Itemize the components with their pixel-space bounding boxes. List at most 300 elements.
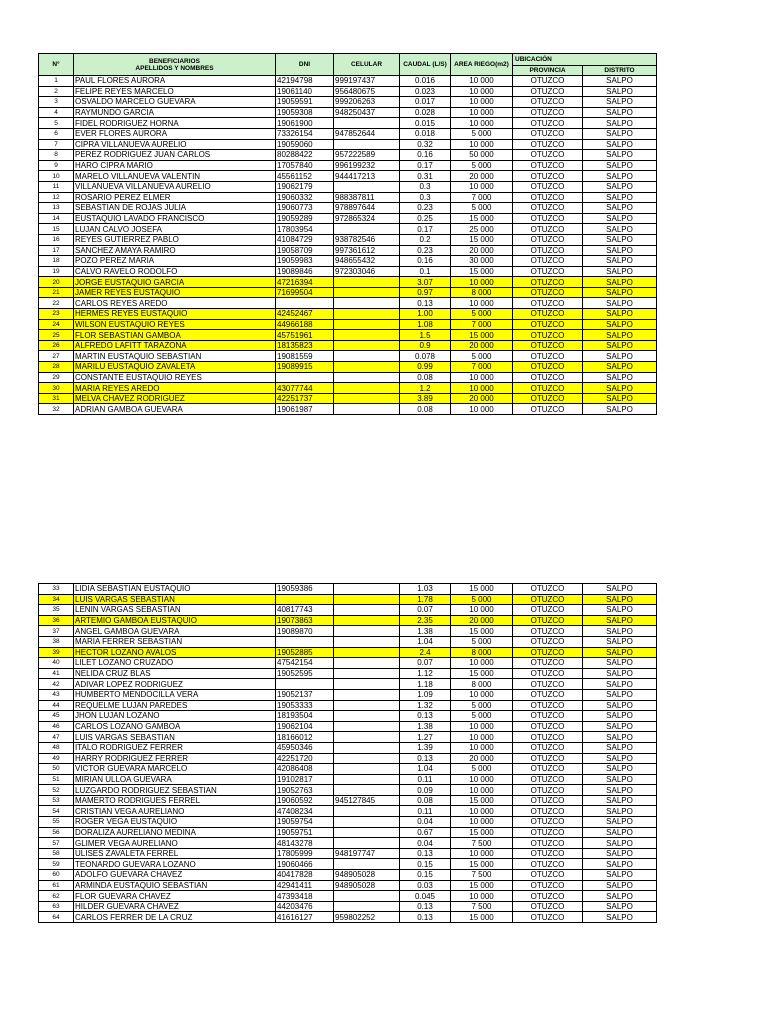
provincia-cell: OTUZCO bbox=[513, 870, 583, 881]
celular-cell bbox=[334, 139, 400, 150]
table-row bbox=[39, 626, 657, 637]
table-row bbox=[39, 647, 657, 658]
beneficiary-name: ROGER VEGA EUSTAQUIO bbox=[74, 817, 276, 828]
distrito-cell: SALPO bbox=[583, 383, 657, 394]
caudal-cell: 0.3 bbox=[400, 181, 451, 192]
beneficiary-name: HECTOR LOZANO AVALOS bbox=[74, 647, 276, 658]
row-number: 61 bbox=[39, 880, 74, 891]
caudal-cell: 0.07 bbox=[400, 605, 451, 616]
provincia-cell: OTUZCO bbox=[513, 171, 583, 182]
celular-cell: 972865324 bbox=[334, 213, 400, 224]
provincia-cell: OTUZCO bbox=[513, 753, 583, 764]
caudal-cell: 1.78 bbox=[400, 594, 451, 605]
row-number: 49 bbox=[39, 753, 74, 764]
distrito-cell: SALPO bbox=[583, 615, 657, 626]
distrito-cell: SALPO bbox=[583, 584, 657, 595]
celular-cell: 947852644 bbox=[334, 128, 400, 139]
celular-cell bbox=[334, 372, 400, 383]
area-riego-cell: 10 000 bbox=[451, 806, 513, 817]
caudal-cell: 0.16 bbox=[400, 256, 451, 267]
distrito-cell: SALPO bbox=[583, 76, 657, 87]
dni-cell: 19060773 bbox=[276, 203, 334, 214]
caudal-cell: 0.31 bbox=[400, 171, 451, 182]
caudal-cell: 1.18 bbox=[400, 679, 451, 690]
table-row bbox=[39, 118, 657, 129]
beneficiary-name: PEREZ RODRIGUEZ JUAN CARLOS bbox=[74, 150, 276, 161]
table-row bbox=[39, 615, 657, 626]
table-row bbox=[39, 404, 657, 415]
distrito-cell: SALPO bbox=[583, 732, 657, 743]
dni-cell bbox=[276, 298, 334, 309]
table-body-bottom bbox=[39, 584, 657, 923]
row-number: 18 bbox=[39, 256, 74, 267]
row-number: 30 bbox=[39, 383, 74, 394]
dni-cell: 19059060 bbox=[276, 139, 334, 150]
dni-cell: 18193504 bbox=[276, 711, 334, 722]
table-row bbox=[39, 309, 657, 320]
dni-cell: 19059983 bbox=[276, 256, 334, 267]
area-riego-cell: 7 000 bbox=[451, 319, 513, 330]
provincia-cell: OTUZCO bbox=[513, 711, 583, 722]
distrito-cell: SALPO bbox=[583, 647, 657, 658]
celular-cell bbox=[334, 742, 400, 753]
celular-cell: 948905028 bbox=[334, 870, 400, 881]
dni-cell: 19061987 bbox=[276, 404, 334, 415]
row-number: 34 bbox=[39, 594, 74, 605]
area-riego-cell: 10 000 bbox=[451, 605, 513, 616]
distrito-cell: SALPO bbox=[583, 330, 657, 341]
dni-cell: 19089870 bbox=[276, 626, 334, 637]
provincia-cell: OTUZCO bbox=[513, 859, 583, 870]
row-number: 38 bbox=[39, 636, 74, 647]
dni-cell: 19061900 bbox=[276, 118, 334, 129]
distrito-cell: SALPO bbox=[583, 817, 657, 828]
dni-cell: 19102817 bbox=[276, 774, 334, 785]
table-row bbox=[39, 362, 657, 373]
beneficiary-name: CALVO RAVELO RODOLFO bbox=[74, 266, 276, 277]
provincia-cell: OTUZCO bbox=[513, 795, 583, 806]
caudal-cell: 0.13 bbox=[400, 901, 451, 912]
celular-cell bbox=[334, 817, 400, 828]
beneficiary-name: SANCHEZ AMAYA RAMIRO bbox=[74, 245, 276, 256]
beneficiary-name: JORGE EUSTAQUIO GARCIA bbox=[74, 277, 276, 288]
beneficiary-name: CARLOS LOZANO GAMBOA bbox=[74, 721, 276, 732]
distrito-cell: SALPO bbox=[583, 679, 657, 690]
area-riego-cell: 5 000 bbox=[451, 203, 513, 214]
beneficiary-name: FELIPE REYES MARCELO bbox=[74, 86, 276, 97]
celular-cell: 938782546 bbox=[334, 234, 400, 245]
distrito-cell: SALPO bbox=[583, 181, 657, 192]
header-celular: CELULAR bbox=[334, 54, 400, 76]
distrito-cell: SALPO bbox=[583, 689, 657, 700]
beneficiary-name: ADRIAN GAMBOA GUEVARA bbox=[74, 404, 276, 415]
beneficiary-name: CRISTIAN VEGA AURELIANO bbox=[74, 806, 276, 817]
provincia-cell: OTUZCO bbox=[513, 224, 583, 235]
beneficiary-name: RAYMUNDO GARCIA bbox=[74, 107, 276, 118]
celular-cell bbox=[334, 181, 400, 192]
provincia-cell: OTUZCO bbox=[513, 404, 583, 415]
table-row bbox=[39, 213, 657, 224]
area-riego-cell: 20 000 bbox=[451, 393, 513, 404]
dni-cell: 19081559 bbox=[276, 351, 334, 362]
provincia-cell: OTUZCO bbox=[513, 848, 583, 859]
provincia-cell: OTUZCO bbox=[513, 298, 583, 309]
provincia-cell: OTUZCO bbox=[513, 689, 583, 700]
caudal-cell: 0.018 bbox=[400, 128, 451, 139]
row-number: 13 bbox=[39, 203, 74, 214]
provincia-cell: OTUZCO bbox=[513, 181, 583, 192]
area-riego-cell: 10 000 bbox=[451, 86, 513, 97]
header-dni: DNI bbox=[276, 54, 334, 76]
celular-cell: 996199232 bbox=[334, 160, 400, 171]
area-riego-cell: 10 000 bbox=[451, 76, 513, 87]
provincia-cell: OTUZCO bbox=[513, 383, 583, 394]
distrito-cell: SALPO bbox=[583, 658, 657, 669]
beneficiary-name: NELIDA CRUZ BLAS bbox=[74, 668, 276, 679]
provincia-cell: OTUZCO bbox=[513, 901, 583, 912]
dni-cell: 19058709 bbox=[276, 245, 334, 256]
beneficiary-name: MELVA CHAVEZ RODRIGUEZ bbox=[74, 393, 276, 404]
caudal-cell: 1.09 bbox=[400, 689, 451, 700]
beneficiaries-table-top bbox=[38, 53, 657, 415]
caudal-cell: 0.13 bbox=[400, 711, 451, 722]
beneficiary-name: VICTOR GUEVARA MARCELO bbox=[74, 764, 276, 775]
caudal-cell: 0.17 bbox=[400, 224, 451, 235]
dni-cell: 17057840 bbox=[276, 160, 334, 171]
celular-cell bbox=[334, 594, 400, 605]
caudal-cell: 0.08 bbox=[400, 404, 451, 415]
beneficiary-name: MARIA REYES AREDO bbox=[74, 383, 276, 394]
celular-cell bbox=[334, 287, 400, 298]
celular-cell: 997361612 bbox=[334, 245, 400, 256]
provincia-cell: OTUZCO bbox=[513, 118, 583, 129]
caudal-cell: 0.13 bbox=[400, 753, 451, 764]
celular-cell: 978897644 bbox=[334, 203, 400, 214]
area-riego-cell: 10 000 bbox=[451, 97, 513, 108]
celular-cell bbox=[334, 319, 400, 330]
area-riego-cell: 8 000 bbox=[451, 679, 513, 690]
row-number: 10 bbox=[39, 171, 74, 182]
provincia-cell: OTUZCO bbox=[513, 76, 583, 87]
celular-cell bbox=[334, 721, 400, 732]
celular-cell: 972303046 bbox=[334, 266, 400, 277]
dni-cell: 42452467 bbox=[276, 309, 334, 320]
provincia-cell: OTUZCO bbox=[513, 880, 583, 891]
provincia-cell: OTUZCO bbox=[513, 615, 583, 626]
area-riego-cell: 10 000 bbox=[451, 732, 513, 743]
row-number: 25 bbox=[39, 330, 74, 341]
beneficiary-name: ALFREDO LAFITT TARAZONA bbox=[74, 340, 276, 351]
beneficiary-name: LIDIA SEBASTIAN EUSTAQUIO bbox=[74, 584, 276, 595]
row-number: 54 bbox=[39, 806, 74, 817]
celular-cell bbox=[334, 626, 400, 637]
header-beneficiarios-label: BENEFICIARIOS bbox=[149, 57, 200, 65]
dni-cell: 19089915 bbox=[276, 362, 334, 373]
area-riego-cell: 10 000 bbox=[451, 817, 513, 828]
beneficiary-name: ROSARIO PEREZ ELMER bbox=[74, 192, 276, 203]
distrito-cell: SALPO bbox=[583, 128, 657, 139]
row-number: 16 bbox=[39, 234, 74, 245]
area-riego-cell: 8 000 bbox=[451, 647, 513, 658]
area-riego-cell: 15 000 bbox=[451, 266, 513, 277]
table-row bbox=[39, 764, 657, 775]
celular-cell bbox=[334, 753, 400, 764]
distrito-cell: SALPO bbox=[583, 224, 657, 235]
table-row bbox=[39, 774, 657, 785]
table-row bbox=[39, 277, 657, 288]
distrito-cell: SALPO bbox=[583, 139, 657, 150]
dni-cell: 19052595 bbox=[276, 668, 334, 679]
table-row bbox=[39, 76, 657, 87]
beneficiary-name: HARRY RODRIGUEZ FERRER bbox=[74, 753, 276, 764]
row-number: 35 bbox=[39, 605, 74, 616]
row-number: 1 bbox=[39, 76, 74, 87]
celular-cell bbox=[334, 277, 400, 288]
dni-cell: 17805999 bbox=[276, 848, 334, 859]
beneficiary-name: CONSTANTE EUSTAQUIO REYES bbox=[74, 372, 276, 383]
area-riego-cell: 10 000 bbox=[451, 404, 513, 415]
row-number: 47 bbox=[39, 732, 74, 743]
table-row bbox=[39, 711, 657, 722]
header-caudal: CAUDAL (L/S) bbox=[400, 54, 451, 76]
provincia-cell: OTUZCO bbox=[513, 785, 583, 796]
distrito-cell: SALPO bbox=[583, 774, 657, 785]
provincia-cell: OTUZCO bbox=[513, 256, 583, 267]
beneficiary-name: POZO PEREZ MARIA bbox=[74, 256, 276, 267]
dni-cell: 45561152 bbox=[276, 171, 334, 182]
row-number: 56 bbox=[39, 827, 74, 838]
table-row bbox=[39, 859, 657, 870]
distrito-cell: SALPO bbox=[583, 764, 657, 775]
celular-cell bbox=[334, 679, 400, 690]
celular-cell bbox=[334, 224, 400, 235]
area-riego-cell: 7 000 bbox=[451, 362, 513, 373]
table-row bbox=[39, 150, 657, 161]
header-ubicacion: UBICACIÓN bbox=[513, 54, 657, 66]
celular-cell bbox=[334, 806, 400, 817]
beneficiary-name: JHON LUJAN LOZANO bbox=[74, 711, 276, 722]
distrito-cell: SALPO bbox=[583, 107, 657, 118]
dni-cell: 19089846 bbox=[276, 266, 334, 277]
caudal-cell: 0.3 bbox=[400, 192, 451, 203]
header-beneficiarios bbox=[74, 54, 276, 76]
beneficiary-name: EUSTAQUIO LAVADO FRANCISCO bbox=[74, 213, 276, 224]
caudal-cell: 0.07 bbox=[400, 658, 451, 669]
celular-cell bbox=[334, 827, 400, 838]
row-number: 58 bbox=[39, 848, 74, 859]
table-row bbox=[39, 827, 657, 838]
caudal-cell: 3.89 bbox=[400, 393, 451, 404]
table-row bbox=[39, 171, 657, 182]
provincia-cell: OTUZCO bbox=[513, 150, 583, 161]
row-number: 8 bbox=[39, 150, 74, 161]
provincia-cell: OTUZCO bbox=[513, 658, 583, 669]
table-row bbox=[39, 203, 657, 214]
row-number: 27 bbox=[39, 351, 74, 362]
distrito-cell: SALPO bbox=[583, 171, 657, 182]
table-row bbox=[39, 721, 657, 732]
area-riego-cell: 10 000 bbox=[451, 785, 513, 796]
provincia-cell: OTUZCO bbox=[513, 912, 583, 923]
dni-cell: 71699504 bbox=[276, 287, 334, 298]
row-number: 7 bbox=[39, 139, 74, 150]
row-number: 55 bbox=[39, 817, 74, 828]
beneficiary-name: CIPRA VILLANUEVA AURELIO bbox=[74, 139, 276, 150]
area-riego-cell: 5 000 bbox=[451, 594, 513, 605]
provincia-cell: OTUZCO bbox=[513, 806, 583, 817]
beneficiary-name: REQUELME LUJAN PAREDES bbox=[74, 700, 276, 711]
dni-cell: 19062179 bbox=[276, 181, 334, 192]
area-riego-cell: 15 000 bbox=[451, 795, 513, 806]
table-body-top bbox=[39, 76, 657, 415]
distrito-cell: SALPO bbox=[583, 277, 657, 288]
beneficiary-name: EVER FLORES AURORA bbox=[74, 128, 276, 139]
caudal-cell: 0.25 bbox=[400, 213, 451, 224]
row-number: 43 bbox=[39, 689, 74, 700]
distrito-cell: SALPO bbox=[583, 901, 657, 912]
provincia-cell: OTUZCO bbox=[513, 107, 583, 118]
area-riego-cell: 30 000 bbox=[451, 256, 513, 267]
table-row bbox=[39, 753, 657, 764]
row-number: 42 bbox=[39, 679, 74, 690]
caudal-cell: 0.028 bbox=[400, 107, 451, 118]
provincia-cell: OTUZCO bbox=[513, 817, 583, 828]
area-riego-cell: 5 000 bbox=[451, 128, 513, 139]
row-number: 64 bbox=[39, 912, 74, 923]
celular-cell bbox=[334, 764, 400, 775]
provincia-cell: OTUZCO bbox=[513, 774, 583, 785]
beneficiary-name: LUZGARDO RODRIGUEZ SEBASTIAN bbox=[74, 785, 276, 796]
header-distrito: DISTRITO bbox=[583, 66, 657, 76]
caudal-cell: 0.99 bbox=[400, 362, 451, 373]
beneficiary-name: MAMERTO RODRIGUES FERREL bbox=[74, 795, 276, 806]
dni-cell: 47542154 bbox=[276, 658, 334, 669]
celular-cell bbox=[334, 838, 400, 849]
area-riego-cell: 20 000 bbox=[451, 245, 513, 256]
dni-cell: 42251720 bbox=[276, 753, 334, 764]
area-riego-cell: 7 500 bbox=[451, 901, 513, 912]
celular-cell bbox=[334, 647, 400, 658]
beneficiary-name: SEBASTIAN DE ROJAS JULIA bbox=[74, 203, 276, 214]
beneficiaries-table-bottom bbox=[38, 583, 657, 923]
area-riego-cell: 10 000 bbox=[451, 721, 513, 732]
row-number: 24 bbox=[39, 319, 74, 330]
row-number: 62 bbox=[39, 891, 74, 902]
row-number: 32 bbox=[39, 404, 74, 415]
dni-cell: 19062104 bbox=[276, 721, 334, 732]
distrito-cell: SALPO bbox=[583, 266, 657, 277]
row-number: 20 bbox=[39, 277, 74, 288]
table-row bbox=[39, 742, 657, 753]
celular-cell bbox=[334, 118, 400, 129]
beneficiary-name: LUIS VARGAS SEBASTIAN bbox=[74, 594, 276, 605]
provincia-cell: OTUZCO bbox=[513, 245, 583, 256]
beneficiary-name: MARELO VILLANUEVA VALENTIN bbox=[74, 171, 276, 182]
provincia-cell: OTUZCO bbox=[513, 277, 583, 288]
row-number: 59 bbox=[39, 859, 74, 870]
distrito-cell: SALPO bbox=[583, 256, 657, 267]
celular-cell bbox=[334, 362, 400, 373]
celular-cell bbox=[334, 732, 400, 743]
beneficiary-name: LUJAN CALVO JOSEFA bbox=[74, 224, 276, 235]
row-number: 44 bbox=[39, 700, 74, 711]
area-riego-cell: 15 000 bbox=[451, 880, 513, 891]
area-riego-cell: 10 000 bbox=[451, 107, 513, 118]
distrito-cell: SALPO bbox=[583, 880, 657, 891]
caudal-cell: 1.39 bbox=[400, 742, 451, 753]
celular-cell bbox=[334, 774, 400, 785]
table-row bbox=[39, 689, 657, 700]
table-row bbox=[39, 128, 657, 139]
table-row bbox=[39, 636, 657, 647]
celular-cell: 948655432 bbox=[334, 256, 400, 267]
beneficiary-name: OSVALDO MARCELO GUEVARA bbox=[74, 97, 276, 108]
area-riego-cell: 15 000 bbox=[451, 584, 513, 595]
beneficiary-name: CARLOS FERRER DE LA CRUZ bbox=[74, 912, 276, 923]
dni-cell: 19052137 bbox=[276, 689, 334, 700]
provincia-cell: OTUZCO bbox=[513, 647, 583, 658]
celular-cell: 999206263 bbox=[334, 97, 400, 108]
distrito-cell: SALPO bbox=[583, 393, 657, 404]
provincia-cell: OTUZCO bbox=[513, 721, 583, 732]
beneficiary-name: PAUL FLORES AURORA bbox=[74, 76, 276, 87]
header-apellidos-label: APELLIDOS Y NOMBRES bbox=[135, 64, 214, 72]
dni-cell: 41616127 bbox=[276, 912, 334, 923]
dni-cell: 44203476 bbox=[276, 901, 334, 912]
table-row bbox=[39, 298, 657, 309]
distrito-cell: SALPO bbox=[583, 298, 657, 309]
table-row bbox=[39, 594, 657, 605]
celular-cell: 957222589 bbox=[334, 150, 400, 161]
celular-cell bbox=[334, 636, 400, 647]
dni-cell: 19059751 bbox=[276, 827, 334, 838]
table-row bbox=[39, 891, 657, 902]
table-row bbox=[39, 97, 657, 108]
table-row bbox=[39, 795, 657, 806]
row-number: 46 bbox=[39, 721, 74, 732]
dni-cell: 40817743 bbox=[276, 605, 334, 616]
celular-cell bbox=[334, 711, 400, 722]
dni-cell: 42086408 bbox=[276, 764, 334, 775]
distrito-cell: SALPO bbox=[583, 827, 657, 838]
table-row bbox=[39, 351, 657, 362]
celular-cell: 956480675 bbox=[334, 86, 400, 97]
table-row bbox=[39, 266, 657, 277]
celular-cell: 948905028 bbox=[334, 880, 400, 891]
row-number: 11 bbox=[39, 181, 74, 192]
distrito-cell: SALPO bbox=[583, 870, 657, 881]
celular-cell: 945127845 bbox=[334, 795, 400, 806]
dni-cell: 41084729 bbox=[276, 234, 334, 245]
distrito-cell: SALPO bbox=[583, 203, 657, 214]
area-riego-cell: 5 000 bbox=[451, 309, 513, 320]
distrito-cell: SALPO bbox=[583, 118, 657, 129]
caudal-cell: 0.023 bbox=[400, 86, 451, 97]
area-riego-cell: 5 000 bbox=[451, 351, 513, 362]
distrito-cell: SALPO bbox=[583, 785, 657, 796]
dni-cell: 19052885 bbox=[276, 647, 334, 658]
row-number: 29 bbox=[39, 372, 74, 383]
area-riego-cell: 5 000 bbox=[451, 764, 513, 775]
caudal-cell: 1.27 bbox=[400, 732, 451, 743]
caudal-cell: 1.04 bbox=[400, 764, 451, 775]
area-riego-cell: 7 000 bbox=[451, 192, 513, 203]
row-number: 4 bbox=[39, 107, 74, 118]
caudal-cell: 1.2 bbox=[400, 383, 451, 394]
dni-cell: 19060466 bbox=[276, 859, 334, 870]
provincia-cell: OTUZCO bbox=[513, 827, 583, 838]
row-number: 45 bbox=[39, 711, 74, 722]
